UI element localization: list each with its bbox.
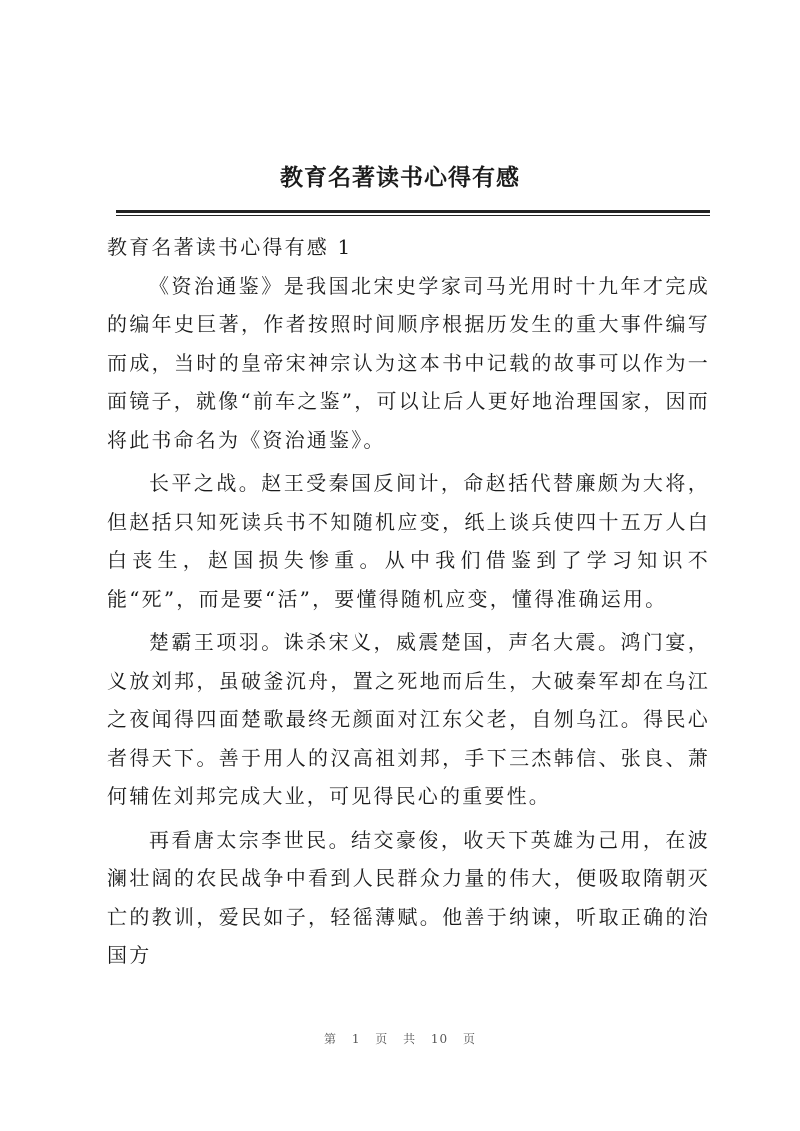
document-body (107, 228, 710, 980)
page-title: 教育名著读书心得有感 (280, 165, 520, 191)
title-rule-thin (116, 215, 710, 216)
paragraph-4: 再看唐太宗李世民。结交豪俊，收天下英雄为己用，在波澜壮阔的农民战争中看到人民群众力量的伟大，便吸取隋朝灭亡的教训，爱民如子，轻徭薄赋。他善于纳谏，听取正确的治国方 (107, 827, 710, 967)
paragraph-3: 楚霸王项羽。诛杀宋义，威震楚国，声名大震。鸿门宴，义放刘邦，虽破釜沉舟，置之死地而后生，大破秦军却在乌江之夜闻得四面楚歌最终无颜面对江东父老，自刎乌江。得民心者得天下。善于用人的汉高祖刘邦，手下三杰韩信、张良、萧何辅佐刘邦完成大业，可见得民心的重要性。 (107, 630, 710, 808)
paragraph-1: 《资治通鉴》是我国北宋史学家司马光用时十九年才完成的编年史巨著，作者按照时间顺序根据历发生的重大事件编写而成，当时的皇帝宋神宗认为这本书中记载的故事可以作为一面镜子，就像“前车之鉴”，可以让后人更好地治理国家，因而将此书命名为《资治通鉴》。 (107, 273, 710, 452)
section-heading: 教育名著读书心得有感 1 (107, 235, 353, 259)
paragraph-2: 长平之战。赵王受秦国反间计，命赵括代替廉颇为大将，但赵括只知死读兵书不知随机应变，纸上谈兵使四十五万人白白丧生，赵国损失惨重。从中我们借鉴到了学习知识不能“死”，而是要“活”，要懂得随机应变，懂得准确运用。 (107, 471, 710, 611)
title-rule-thick (116, 210, 710, 213)
page-number-footer: 第 1 页 共 10 页 (324, 1032, 476, 1046)
